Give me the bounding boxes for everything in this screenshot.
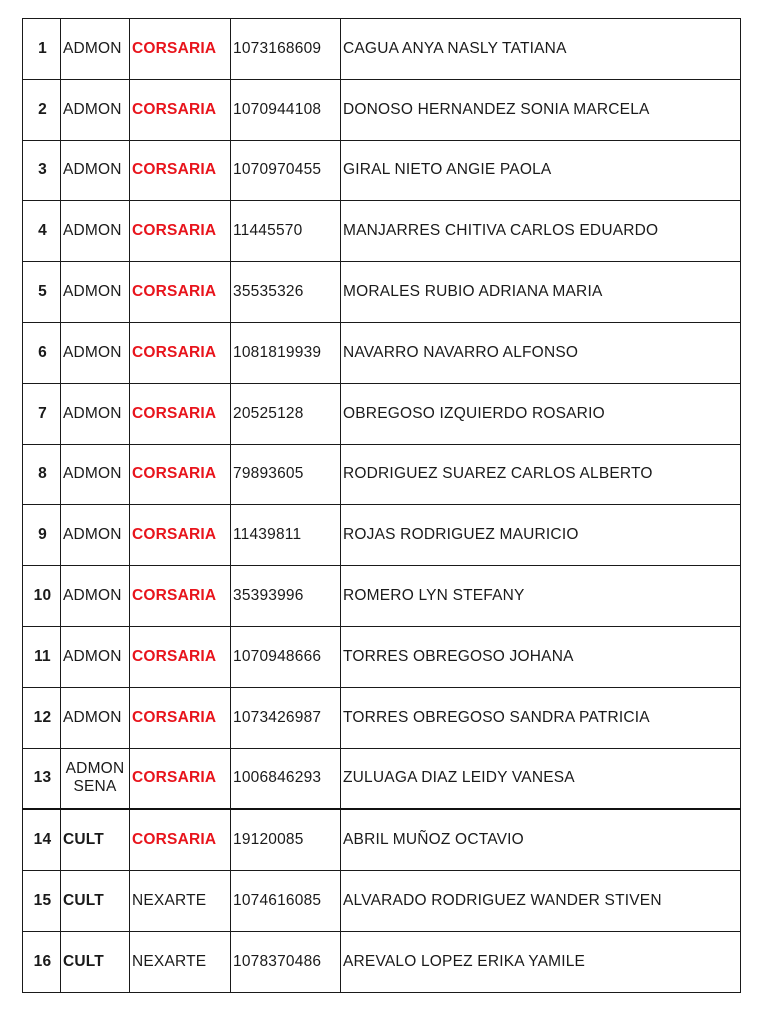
full-name-cell: ZULUAGA DIAZ LEIDY VANESA [341, 748, 741, 809]
table-row [23, 505, 741, 566]
id-number-cell: 1070948666 [231, 626, 341, 687]
area-cell: ADMON [61, 383, 130, 444]
organization-cell: CORSARIA [130, 809, 231, 870]
table-row [23, 748, 741, 809]
full-name-cell: ROMERO LYN STEFANY [341, 566, 741, 627]
full-name-cell: MORALES RUBIO ADRIANA MARIA [341, 262, 741, 323]
full-name-cell: NAVARRO NAVARRO ALFONSO [341, 322, 741, 383]
area-cell: ADMON [61, 566, 130, 627]
row-number: 5 [23, 262, 61, 323]
id-number-cell: 1078370486 [231, 931, 341, 992]
row-number: 8 [23, 444, 61, 505]
id-number-cell: 11445570 [231, 201, 341, 262]
area-cell: CULT [61, 809, 130, 870]
row-number: 12 [23, 687, 61, 748]
area-cell: ADMON [61, 687, 130, 748]
row-number: 16 [23, 931, 61, 992]
table-row [23, 931, 741, 992]
full-name-cell: GIRAL NIETO ANGIE PAOLA [341, 140, 741, 201]
area-line: ADMON [65, 760, 125, 778]
organization-cell: NEXARTE [130, 931, 231, 992]
id-number-cell: 1073426987 [231, 687, 341, 748]
area-cell: ADMON [61, 444, 130, 505]
full-name-cell: OBREGOSO IZQUIERDO ROSARIO [341, 383, 741, 444]
id-number-cell: 1074616085 [231, 871, 341, 932]
id-number-cell: 35393996 [231, 566, 341, 627]
organization-cell: CORSARIA [130, 748, 231, 809]
organization-cell: CORSARIA [130, 383, 231, 444]
id-number-cell: 35535326 [231, 262, 341, 323]
area-cell: ADMON [61, 262, 130, 323]
table-row [23, 871, 741, 932]
row-number: 15 [23, 871, 61, 932]
area-cell: ADMON [61, 201, 130, 262]
table-row [23, 626, 741, 687]
full-name-cell: CAGUA ANYA NASLY TATIANA [341, 19, 741, 80]
area-cell: ADMON [61, 626, 130, 687]
table-row [23, 262, 741, 323]
id-number-cell: 20525128 [231, 383, 341, 444]
id-number-cell: 1081819939 [231, 322, 341, 383]
row-number: 10 [23, 566, 61, 627]
organization-cell: CORSARIA [130, 262, 231, 323]
full-name-cell: TORRES OBREGOSO SANDRA PATRICIA [341, 687, 741, 748]
row-number: 11 [23, 626, 61, 687]
organization-cell: CORSARIA [130, 505, 231, 566]
id-number-cell: 1073168609 [231, 19, 341, 80]
organization-cell: NEXARTE [130, 871, 231, 932]
id-number-cell: 1070970455 [231, 140, 341, 201]
organization-cell: CORSARIA [130, 687, 231, 748]
table-row [23, 322, 741, 383]
row-number: 6 [23, 322, 61, 383]
row-number: 14 [23, 809, 61, 870]
table-row [23, 201, 741, 262]
id-number-cell: 11439811 [231, 505, 341, 566]
full-name-cell: ALVARADO RODRIGUEZ WANDER STIVEN [341, 871, 741, 932]
organization-cell: CORSARIA [130, 140, 231, 201]
table-row [23, 444, 741, 505]
row-number: 9 [23, 505, 61, 566]
area-cell: ADMON [61, 79, 130, 140]
organization-cell: CORSARIA [130, 444, 231, 505]
organization-cell: CORSARIA [130, 19, 231, 80]
full-name-cell: TORRES OBREGOSO JOHANA [341, 626, 741, 687]
row-number: 1 [23, 19, 61, 80]
row-number: 2 [23, 79, 61, 140]
area-cell: CULT [61, 871, 130, 932]
organization-cell: CORSARIA [130, 79, 231, 140]
organization-cell: CORSARIA [130, 626, 231, 687]
id-number-cell: 1070944108 [231, 79, 341, 140]
table-row [23, 140, 741, 201]
full-name-cell: AREVALO LOPEZ ERIKA YAMILE [341, 931, 741, 992]
area-cell: ADMON [61, 505, 130, 566]
area-cell [61, 748, 130, 809]
area-cell: ADMON [61, 140, 130, 201]
area-line: SENA [73, 778, 117, 796]
roster-table [22, 18, 741, 993]
row-number: 4 [23, 201, 61, 262]
organization-cell: CORSARIA [130, 322, 231, 383]
table-row [23, 19, 741, 80]
id-number-cell: 19120085 [231, 809, 341, 870]
full-name-cell: ABRIL MUÑOZ OCTAVIO [341, 809, 741, 870]
area-cell: ADMON [61, 322, 130, 383]
id-number-cell: 1006846293 [231, 748, 341, 809]
full-name-cell: MANJARRES CHITIVA CARLOS EDUARDO [341, 201, 741, 262]
table-row [23, 566, 741, 627]
full-name-cell: ROJAS RODRIGUEZ MAURICIO [341, 505, 741, 566]
row-number: 7 [23, 383, 61, 444]
id-number-cell: 79893605 [231, 444, 341, 505]
area-cell: ADMON [61, 19, 130, 80]
row-number: 3 [23, 140, 61, 201]
organization-cell: CORSARIA [130, 201, 231, 262]
row-number: 13 [23, 748, 61, 809]
area-cell: CULT [61, 931, 130, 992]
table-row [23, 79, 741, 140]
organization-cell: CORSARIA [130, 566, 231, 627]
full-name-cell: RODRIGUEZ SUAREZ CARLOS ALBERTO [341, 444, 741, 505]
table-row [23, 687, 741, 748]
table-row [23, 809, 741, 870]
full-name-cell: DONOSO HERNANDEZ SONIA MARCELA [341, 79, 741, 140]
table-row [23, 383, 741, 444]
